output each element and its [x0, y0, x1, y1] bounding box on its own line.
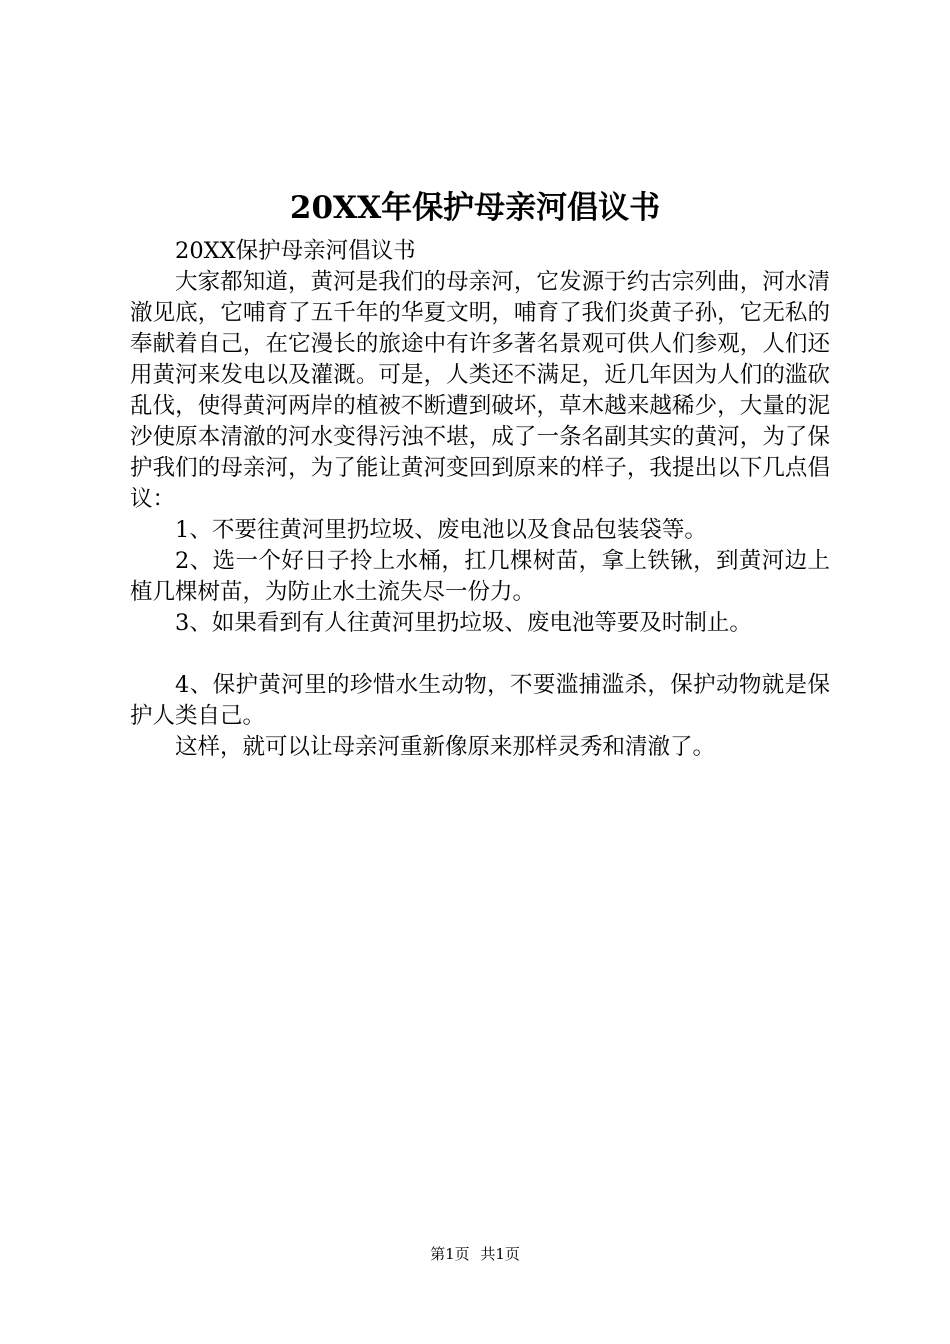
intro-paragraph: 大家都知道，黄河是我们的母亲河，它发源于约古宗列曲，河水清澈见底，它哺育了五千年的华夏文明，哺育了我们炎黄子孙，它无私的奉献着自己，在它漫长的旅途中有许多著名景观可供人们参观，人们还用黄河来发电以及灌溉。可是，人类还不满足，近几年因为人们的滥砍乱伐，使得黄河两岸的植被不断遭到破坏，草木越来越稀少，大量的泥沙使原本清澈的河水变得污浊不堪，成了一条名副其实的黄河，为了保护我们的母亲河，为了能让黄河变回到原来的样子，我提出以下几点倡议：: [130, 269, 830, 512]
page-footer: [0, 1244, 950, 1264]
page-number: 第1页: [430, 1245, 470, 1263]
closing-paragraph: 这样，就可以让母亲河重新像原来那样灵秀和清澈了。: [175, 734, 716, 760]
proposal-item-1: 1、不要往黄河里扔垃圾、废电池以及食品包装袋等。: [175, 517, 707, 543]
page-total: 共1页: [480, 1245, 520, 1263]
blank-line: [130, 639, 830, 670]
proposal-item-4: 4、保护黄河里的珍惜水生动物，不要滥捕滥杀，保护动物就是保护人类自己。: [130, 672, 830, 729]
document-body: [130, 236, 830, 763]
proposal-item-3: 3、如果看到有人往黄河里扔垃圾、废电池等要及时制止。: [175, 610, 752, 636]
proposal-item-2: 2、选一个好日子拎上水桶，扛几棵树苗，拿上铁锹，到黄河边上植几棵树苗，为防止水土流失尽一份力。: [130, 548, 830, 605]
document-subtitle: 20XX保护母亲河倡议书: [175, 238, 416, 264]
document-title: 20XX年保护母亲河倡议书: [289, 190, 661, 226]
